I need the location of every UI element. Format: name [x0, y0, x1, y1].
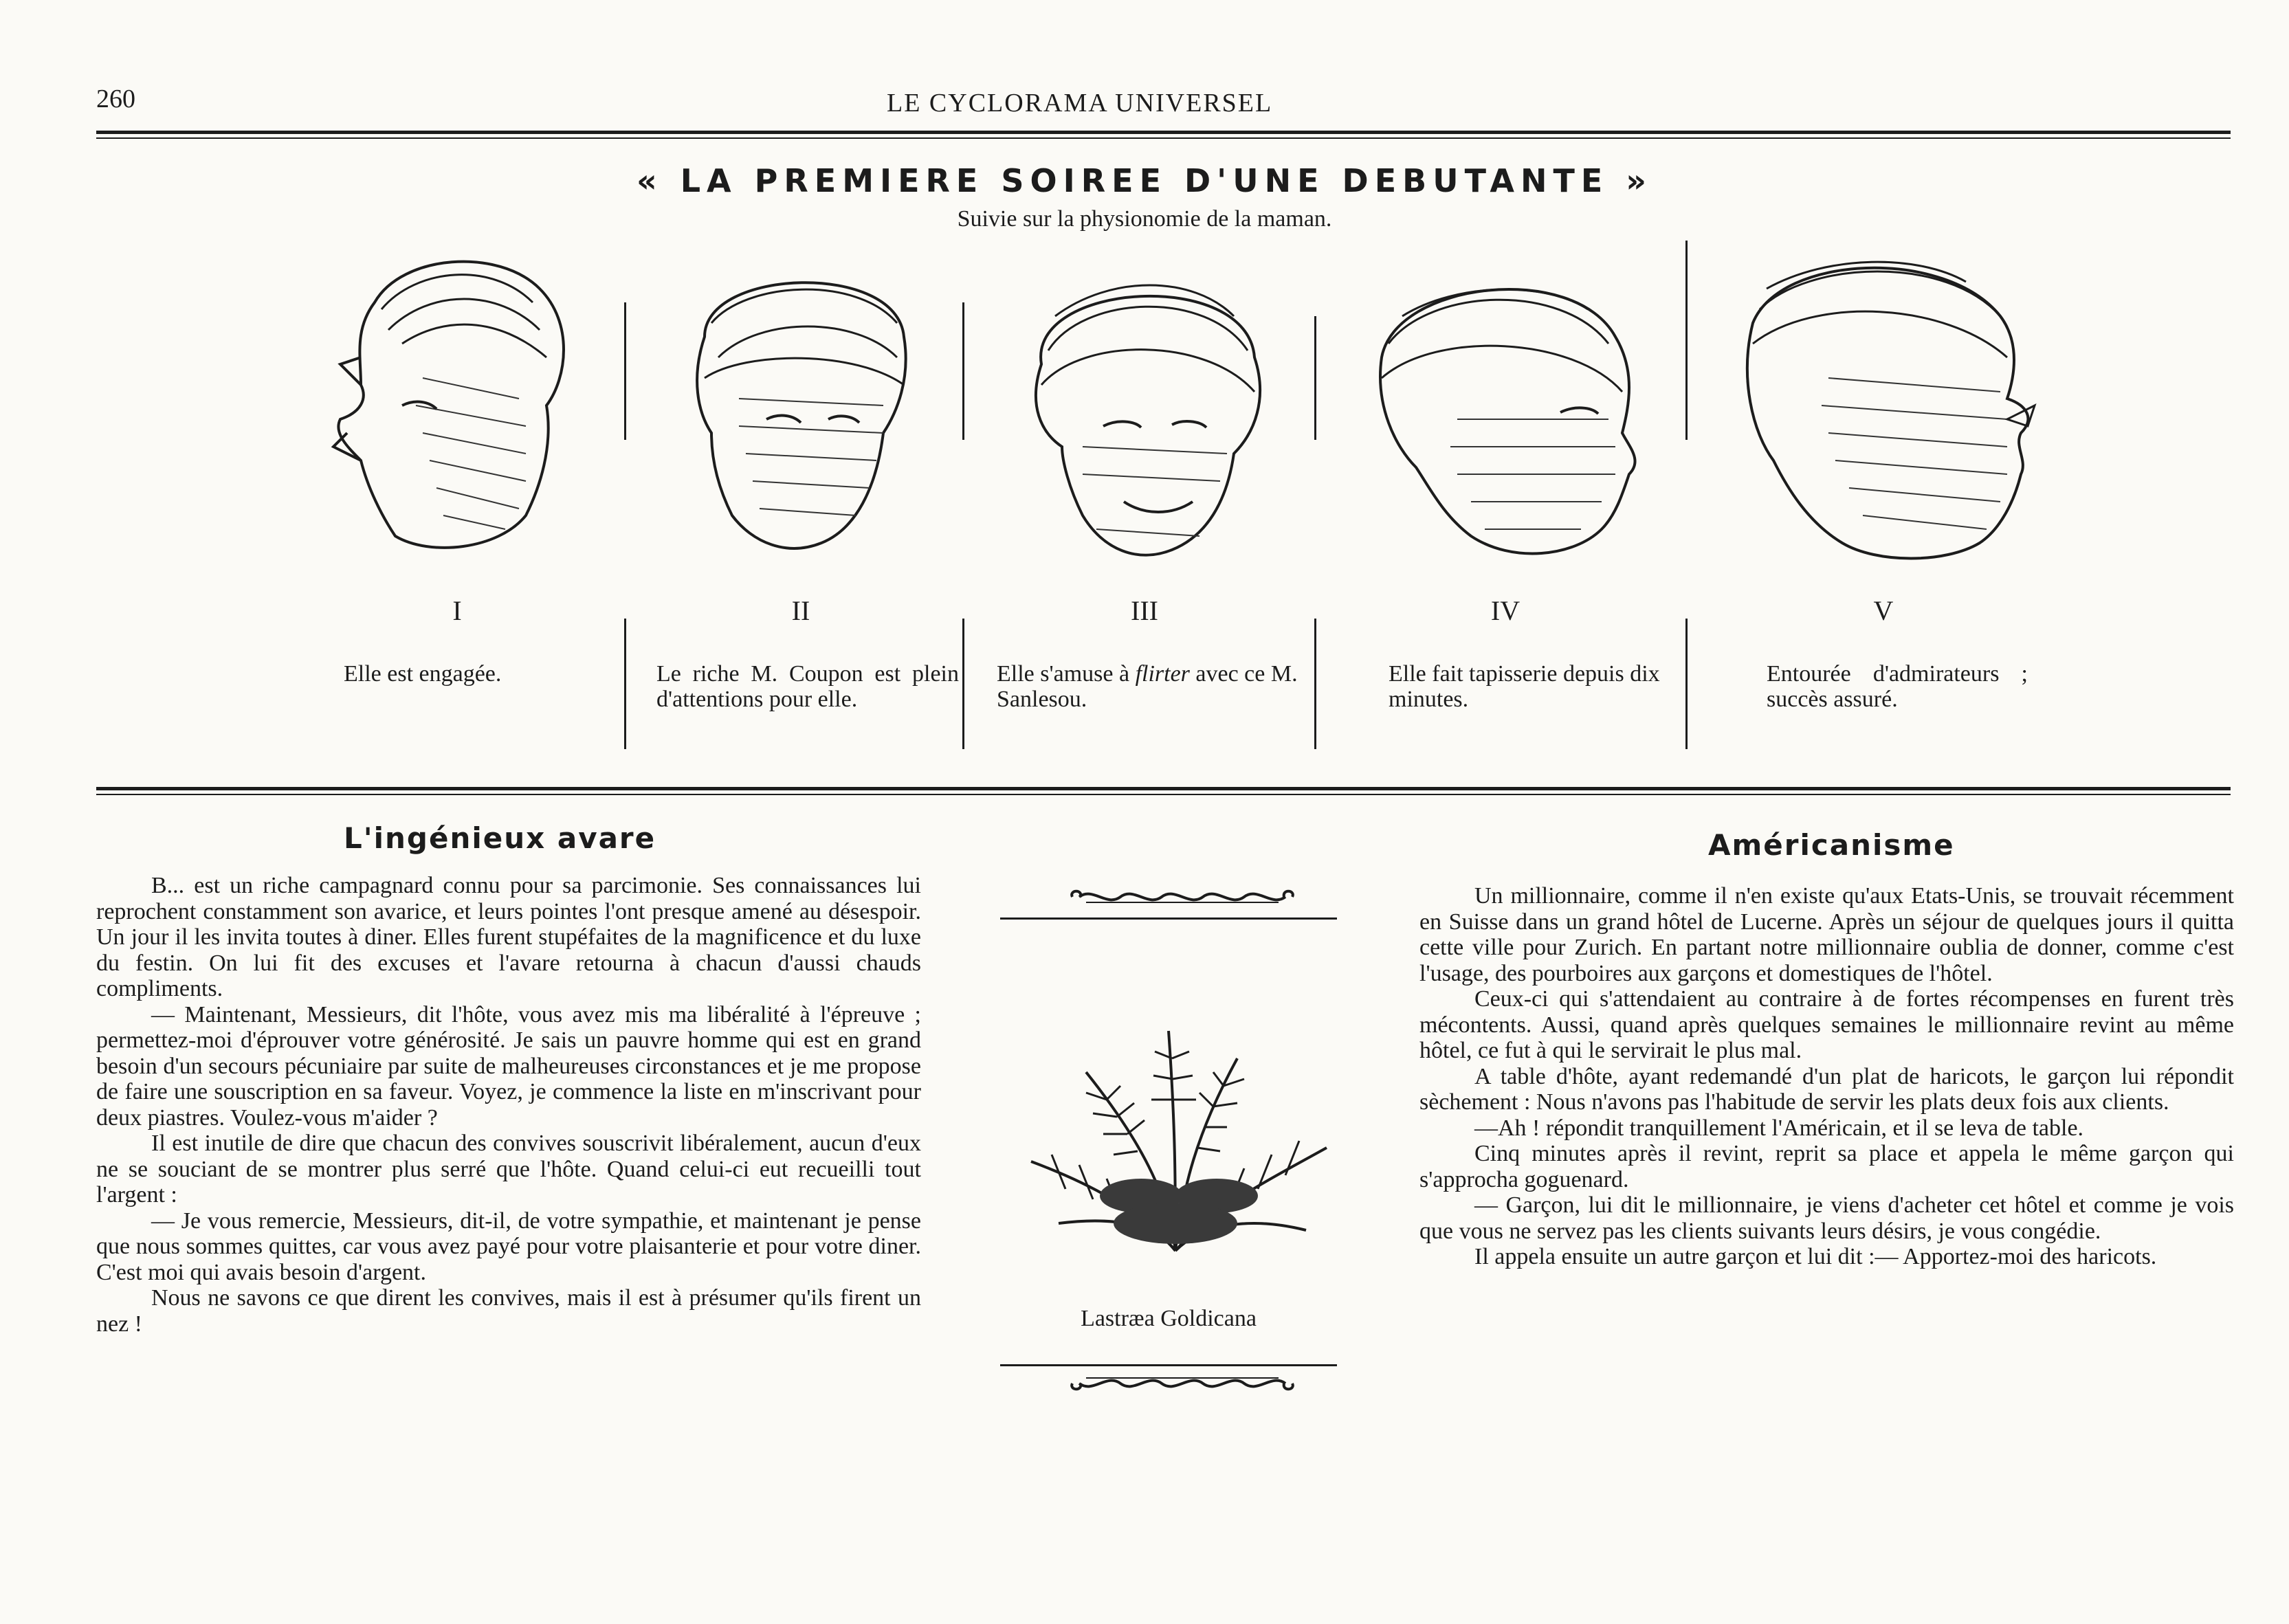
caricature-panel-2 [636, 241, 966, 742]
paragraph: B... est un riche campagnard connu pour sa parcimonie. Ses connaissances lui reprochent constamment son avarice, et leurs pointes l'ont presque amené au désespoir. Un jour il les invita toutes à diner. Elles furent stupéfaites de la magnificence et du luxe du festin. On lui fit des excuses et l'avare retourna à chacun d'aussi chauds compliments. [96, 873, 921, 1001]
paragraph: — Je vous remercie, Messieurs, dit-il, de votre sympathie, et maintenant je pense que nous sommes quittes, car vous avez payé pour votre plaisanterie et pour votre diner. C'est moi qui avais besoin d'argent. [96, 1208, 921, 1285]
panel-caption: Elle est engagée. [344, 661, 502, 687]
header-rule-thin [96, 137, 2231, 139]
article-body-right [1419, 883, 2234, 1270]
panel-caption: Entourée d'admirateurs ; succès assuré. [1767, 661, 2028, 712]
paragraph: Il est inutile de dire que chacun des convives souscrivit libéralement, aucun d'eux ne se souciant de se montrer plus serré que l'hôte. Quand celui-ci eut recueilli tout l'argent : [96, 1131, 921, 1208]
caption-text: avec ce M. Sanlesou. [997, 661, 1298, 712]
panel-numeral: V [1873, 595, 1894, 626]
caricature-panel-1 [302, 241, 612, 742]
panel-caption: Le riche M. Coupon est plein d'attentions pour elle. [656, 661, 959, 712]
paragraph: Nous ne savons ce que dirent les convives, mais il est à présumer qu'ils firent un nez ! [96, 1285, 921, 1337]
paragraph: —Ah ! répondit tranquillement l'Américain, et il se leva de table. [1474, 1115, 2084, 1141]
portrait-frontal-smile-illustration [1000, 241, 1289, 584]
strip-title: « LA PREMIERE SOIREE D'UNE DEBUTANTE » [636, 162, 1653, 199]
panel-numeral: IV [1490, 595, 1521, 626]
caricature-panel-5 [1698, 241, 2069, 742]
panel-divider [962, 302, 964, 440]
caption-emphasis: flirter [1135, 661, 1190, 687]
portrait-profile-right-illustration [1354, 241, 1657, 584]
portrait-head-bowed-illustration [663, 241, 938, 584]
panel-divider [1314, 316, 1316, 440]
portrait-profile-left-illustration [320, 241, 595, 584]
article-body-left [96, 873, 921, 1337]
ornament-top [1065, 883, 1299, 911]
panel-divider [962, 619, 964, 749]
panel-divider [624, 619, 626, 749]
page-number: 260 [96, 85, 135, 113]
ornament-bottom [1065, 1370, 1299, 1397]
panel-divider [624, 302, 626, 440]
caricature-panel-4 [1327, 241, 1684, 742]
panel-numeral: I [452, 595, 462, 626]
paragraph: Cinq minutes après il revint, reprit sa place et appela le même garçon qui s'approcha goguenard. [1419, 1141, 2234, 1192]
panel-caption [997, 661, 1313, 712]
ornament-rule [1000, 917, 1337, 920]
strip-subtitle: Suivie sur la physionomie de la maman. [957, 206, 1332, 232]
portrait-profile-proud-illustration [1725, 241, 2042, 584]
fern-illustration [1004, 990, 1347, 1265]
running-title: LE CYCLORAMA UNIVERSEL [887, 89, 1273, 118]
caption-text: Elle s'amuse à [997, 661, 1136, 687]
illustration-caption: Lastræa Goldicana [1081, 1306, 1257, 1331]
header-rule-thick [96, 131, 2231, 134]
ornament-rule [1000, 1364, 1337, 1366]
paragraph: — Garçon, lui dit le millionnaire, je viens d'acheter cet hôtel et comme je vois que vous ne servez pas les clients suivants leurs désirs, je vous congédie. [1419, 1192, 2234, 1244]
article-title: Américanisme [1708, 828, 1955, 862]
panel-divider [1685, 619, 1688, 749]
paragraph: Il appela ensuite un autre garçon et lui dit :— Apportez-moi des haricots. [1474, 1244, 2157, 1269]
section-rule-thin [96, 794, 2231, 795]
caricature-panel-3 [976, 241, 1313, 742]
panel-numeral: III [1131, 595, 1158, 626]
paragraph: Un millionnaire, comme il n'en existe qu'aux Etats-Unis, se trouvait récemment en Suisse dans un grand hôtel de Lucerne. Après un séjour de quelques jours il quitta cette ville pour Zurich. En partant notre millionnaire oublia de donner, comme c'est l'usage, des pourboires aux garçons et domestiques de l'hôtel. [1419, 883, 2234, 986]
paragraph: A table d'hôte, ayant redemandé d'un plat de haricots, le garçon lui répondit sèchement : Nous n'avons pas l'habitude de servir les plats deux fois aux clients. [1419, 1063, 2234, 1115]
panel-numeral: II [791, 595, 810, 626]
paragraph: Ceux-ci qui s'attendaient au contraire à de fortes récompenses en furent très mécontents. Aussi, quand après quelques semaines le millionnaire revint au même hôtel, ce fut à qui le servirait le plus mal. [1419, 986, 2234, 1063]
article-title: L'ingénieux avare [344, 821, 656, 855]
panel-caption: Elle fait tapisserie depuis dix minutes. [1389, 661, 1660, 712]
panel-divider [1685, 241, 1688, 440]
panel-divider [1314, 619, 1316, 749]
paragraph: — Maintenant, Messieurs, dit l'hôte, vous avez mis ma libéralité à l'épreuve ; permettez-moi d'éprouver votre générosité. Je sais un pauvre homme qui est en grand besoin d'un secours pécuniaire par suite de malheureuses circonstances et je me propose de faire une souscription en sa faveur. Voyez, je commence la liste en m'inscrivant pour deux piastres. Voulez-vous m'aider ? [96, 1001, 921, 1131]
section-rule-thick [96, 787, 2231, 790]
